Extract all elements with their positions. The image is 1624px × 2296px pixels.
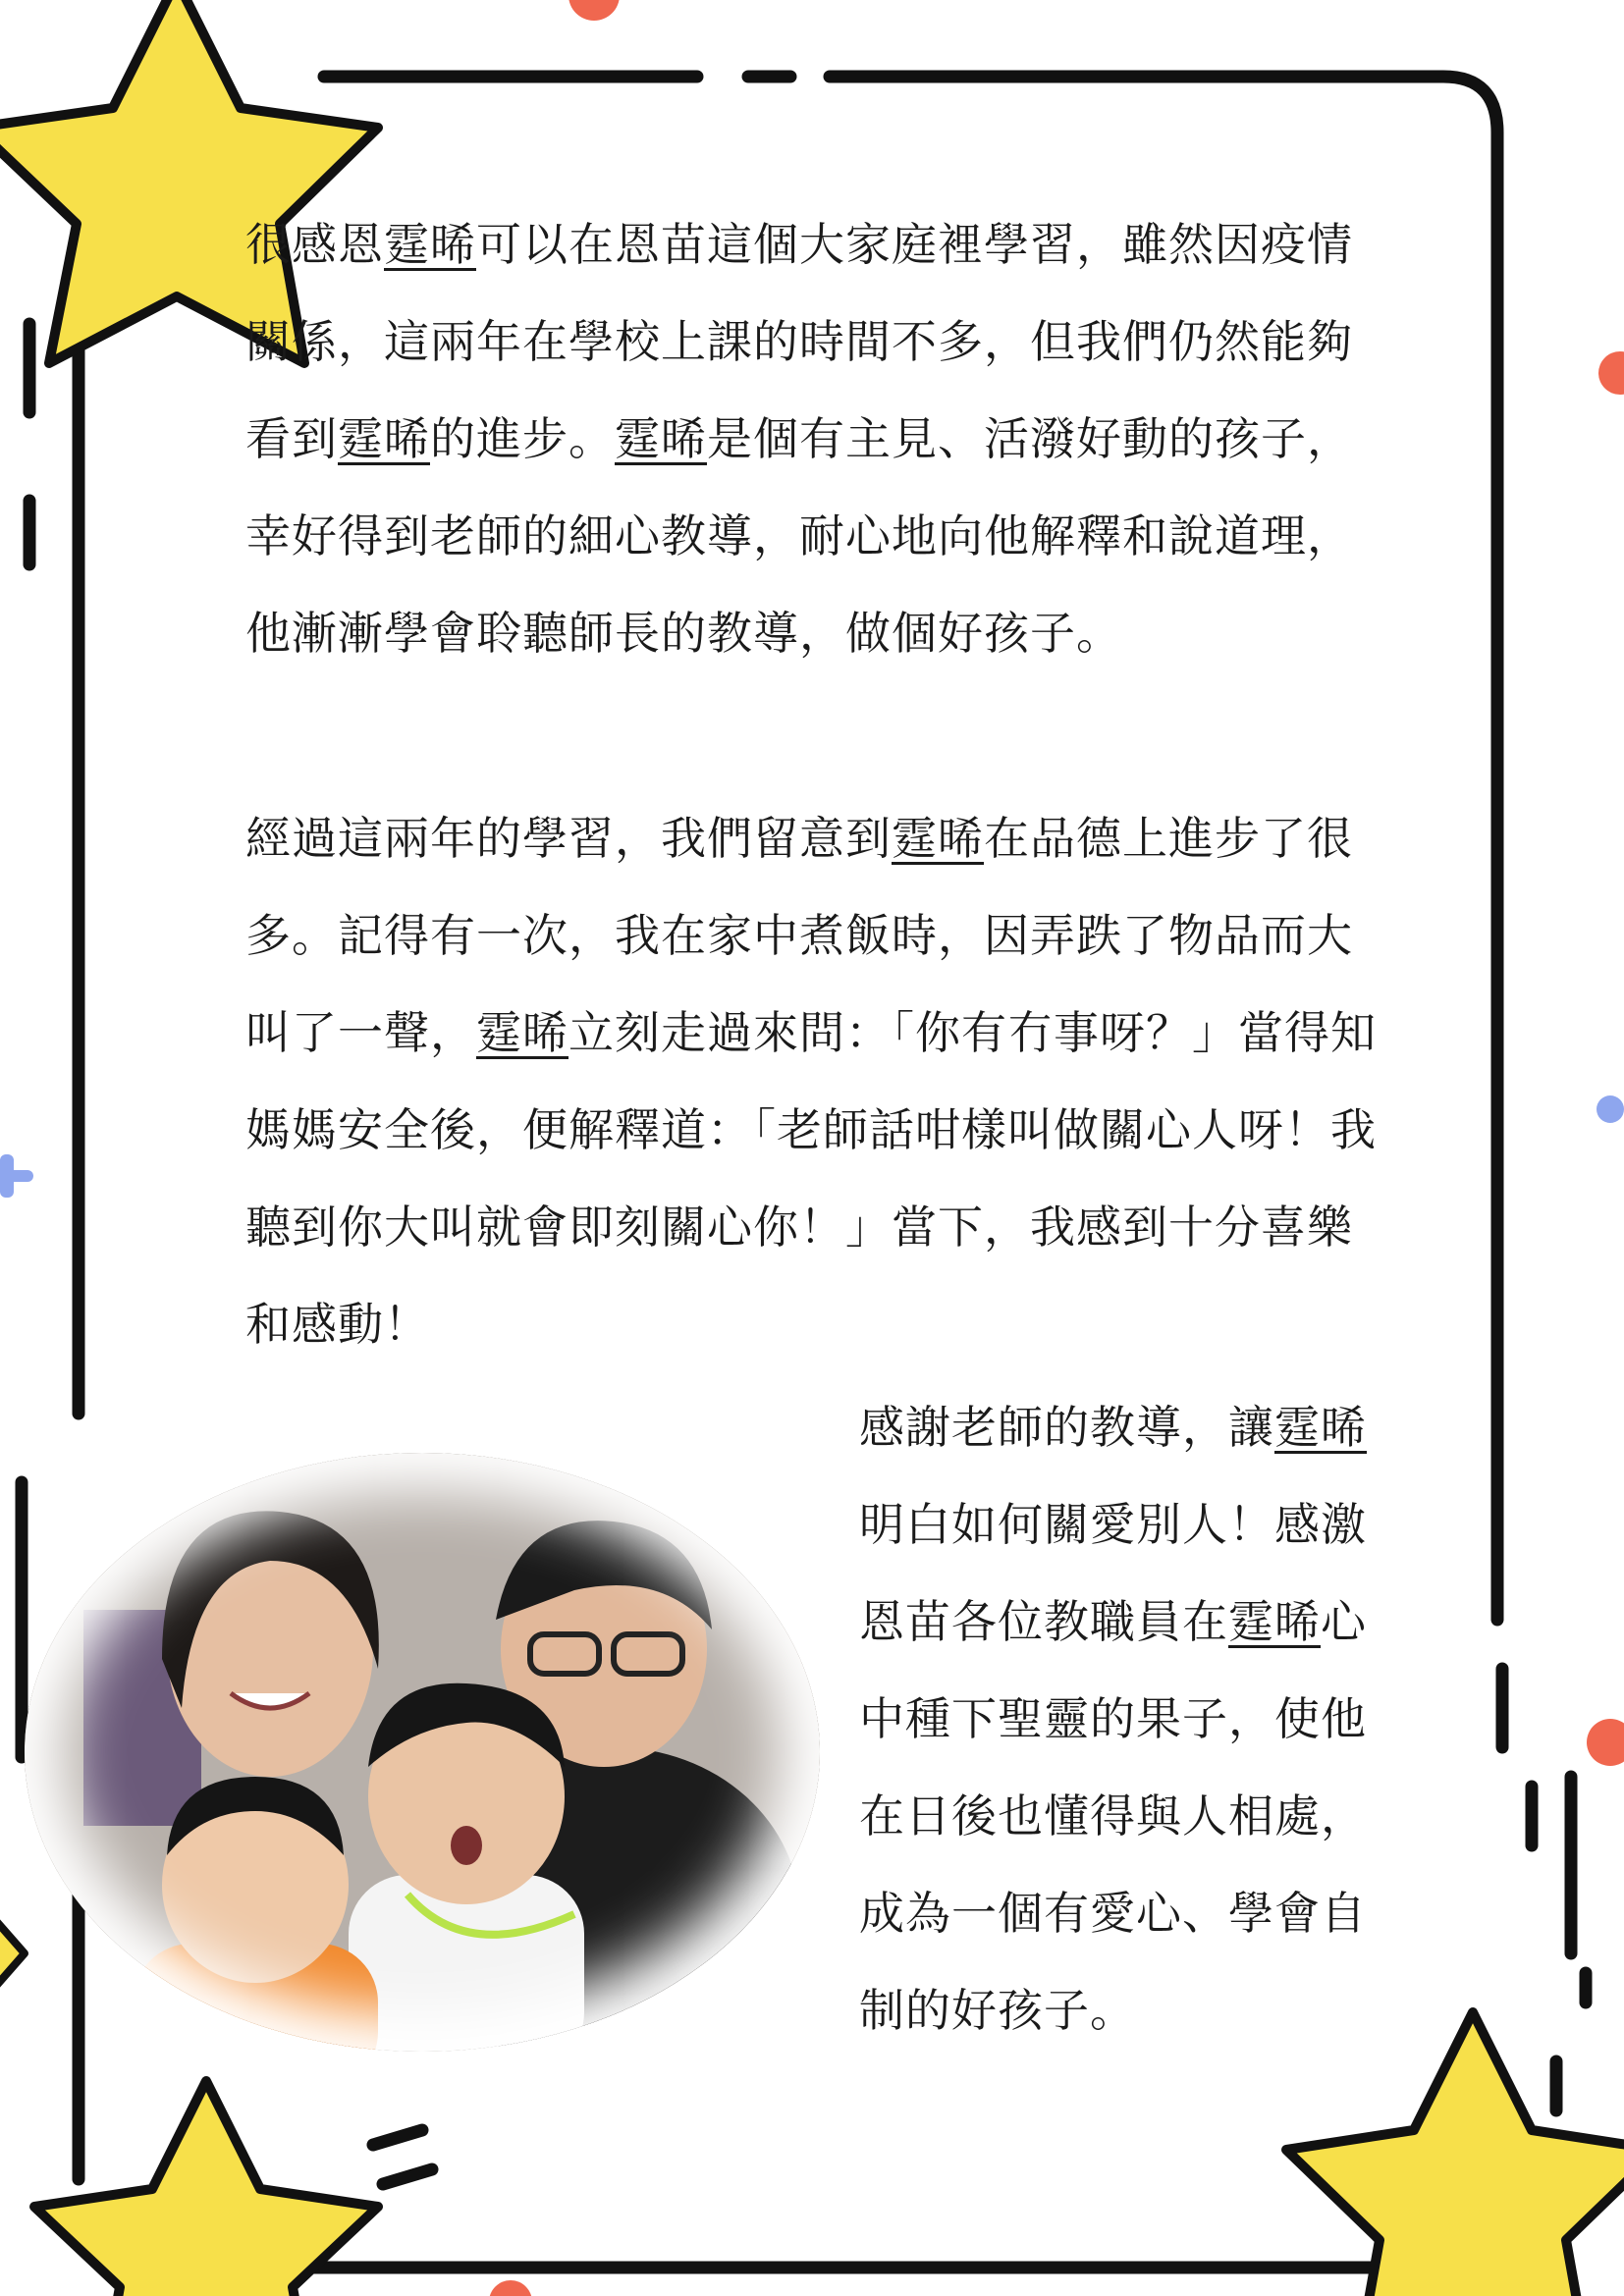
child-name: 霆晞	[892, 812, 984, 865]
child-name: 霆晞	[384, 218, 476, 271]
child-name: 霆晞	[1228, 1595, 1321, 1648]
family-photo-illustration	[25, 1453, 820, 2052]
child-name: 霆晞	[615, 412, 707, 465]
text-segment: 的進步。	[430, 412, 615, 465]
red-dot-top	[568, 0, 620, 21]
blue-plus-left	[0, 1154, 33, 1198]
red-dot-right-lower	[1587, 1719, 1624, 1766]
text-segment: 是個有主見、活潑好動的孩子，幸好得到老師的細心教導，耐心地向他解釋和說道理，他漸漸學會聆聽師長的教導，做個好孩子。	[245, 412, 1353, 660]
red-dot-right	[1598, 351, 1624, 395]
child-name: 霆晞	[338, 412, 430, 465]
text-segment: 經過這兩年的學習，我們留意到	[245, 812, 892, 865]
red-dot-bottom	[489, 2280, 532, 2296]
child-name: 霆晞	[476, 1006, 568, 1059]
paragraph-2	[245, 790, 1384, 1373]
text-segment: 立刻走過來問：「你有冇事呀？」當得知媽媽安全後，便解釋道：「老師話咁樣叫做關心人呀！我聽到你大叫就會即刻關心你！」當下，我感到十分喜樂和感動！	[245, 1006, 1377, 1351]
text-segment: 可以在恩苗這個大家庭裡學習，雖然因疫情關係，這兩年在學校上課的時間不多，但我們仍然能夠看到	[245, 218, 1353, 465]
family-photo	[25, 1453, 820, 2052]
text-segment: 在品德上進步了很多。記得有一次，我在家中煮飯時，因弄跌了物品而大叫了一聲，	[245, 812, 1353, 1059]
text-segment: 很感恩	[245, 218, 384, 271]
blue-dot-right	[1597, 1095, 1624, 1123]
text-segment: 感謝老師的教導，讓	[859, 1401, 1274, 1454]
star-left-edge	[0, 1914, 25, 1993]
paragraph-3	[859, 1379, 1384, 2059]
text-segment: 心中種下聖靈的果子，使他在日後也懂得與人相處，成為一個有愛心、學會自制的好孩子。	[859, 1595, 1367, 2037]
child-name: 霆晞	[1274, 1401, 1367, 1454]
paragraph-1	[245, 196, 1384, 682]
text-segment: 明白如何關愛別人！感激恩苗各位教職員在	[859, 1498, 1367, 1648]
